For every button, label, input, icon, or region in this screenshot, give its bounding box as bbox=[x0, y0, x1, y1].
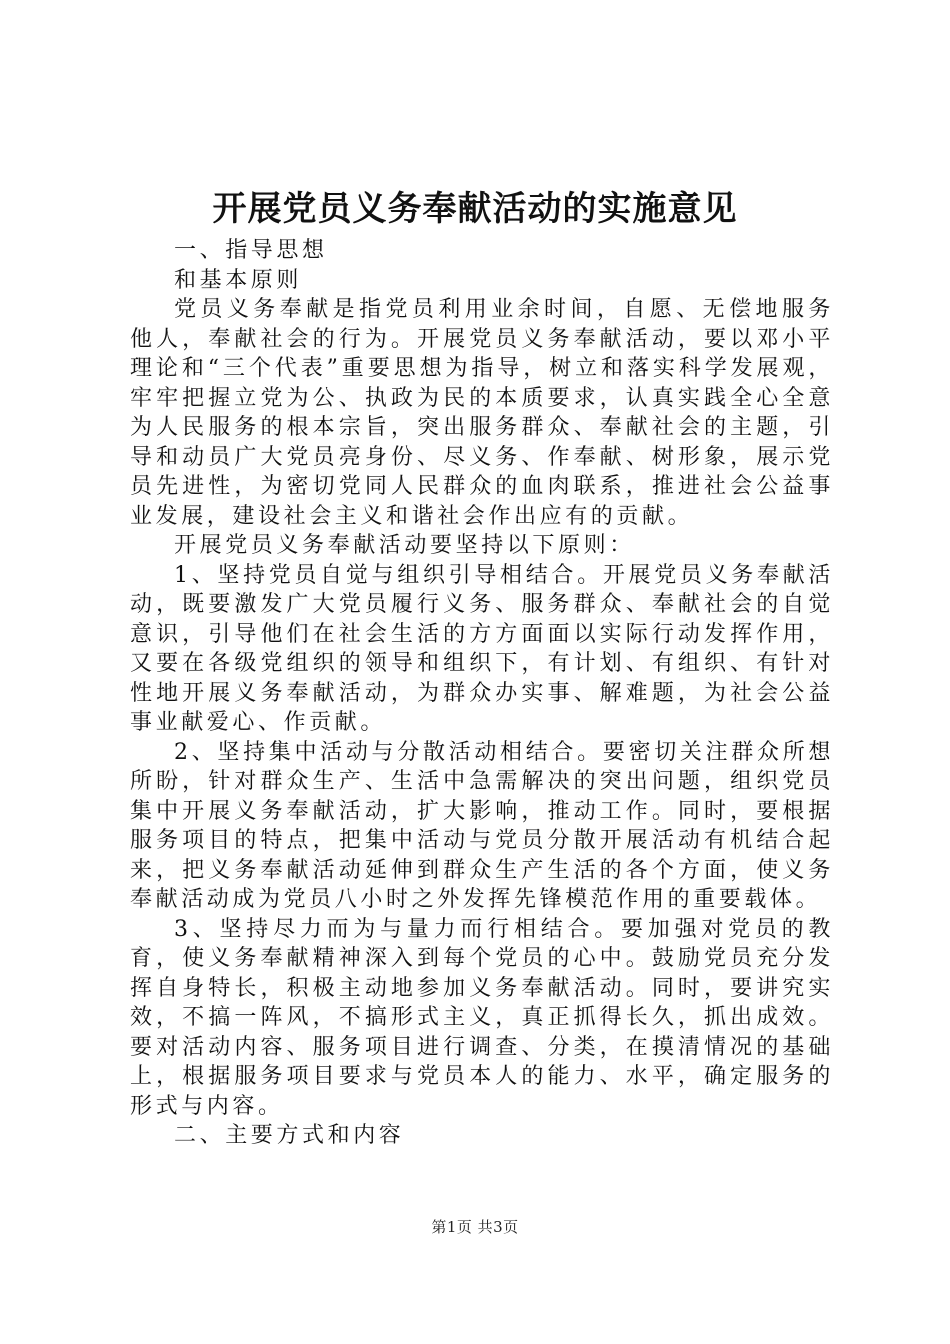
paragraph-principle-3: 3、坚持尽力而为与量力而行相结合。要加强对党员的教育，使义务奉献精神深入到每个党员的心中。鼓励党员充分发挥自身特长，积极主动地参加义务奉献活动。同时，要讲究实效，不搞一阵风，不搞形式主义，真正抓得长久，抓出成效。要对活动内容、服务项目进行调查、分类，在摸清情况的基础上，根据服务项目要求与党员本人的能力、水平，确定服务的形式与内容。 bbox=[130, 916, 834, 1119]
page-number-footer: 第1页 共3页 bbox=[431, 1218, 519, 1236]
paragraph-definition: 党员义务奉献是指党员利用业余时间，自愿、无偿地服务他人，奉献社会的行为。开展党员义务奉献活动，要以邓小平理论和“三个代表”重要思想为指导，树立和落实科学发展观，牢牢把握立党为公、执政为民的本质要求，认真实践全心全意为人民服务的根本宗旨，突出服务群众、奉献社会的主题，引导和动员广大党员亮身份、尽义务、作奉献、树形象，展示党员先进性，为密切党同人民群众的血肉联系，推进社会公益事业发展，建设社会主义和谐社会作出应有的贡献。 bbox=[130, 297, 834, 529]
section-heading-basic-principles: 和基本原则 bbox=[174, 267, 303, 293]
document-body bbox=[130, 236, 834, 1151]
section-heading-main-methods: 二、主要方式和内容 bbox=[174, 1123, 405, 1148]
paragraph-principle-1: 1、坚持党员自觉与组织引导相结合。开展党员义务奉献活动，既要激发广大党员履行义务、服务群众、奉献社会的自觉意识，引导他们在社会生活的方方面面以实际行动发挥作用，又要在各级党组织的领导和组织下，有计划、有组织、有针对性地开展义务奉献活动，为群众办实事、解难题，为社会公益事业献爱心、作贡献。 bbox=[130, 562, 834, 735]
document-title: 开展党员义务奉献活动的实施意见 bbox=[212, 189, 738, 229]
section-heading-guiding-thought: 一、指导思想 bbox=[174, 238, 328, 263]
paragraph-principle-2: 2、坚持集中活动与分散活动相结合。要密切关注群众所想所盼，针对群众生产、生活中急需解决的突出问题，组织党员集中开展义务奉献活动，扩大影响，推动工作。同时，要根据服务项目的特点，把集中活动与党员分散开展活动有机结合起来，把义务奉献活动延伸到群众生产生活的各个方面，使义务奉献活动成为党员八小时之外发挥先锋模范作用的重要载体。 bbox=[130, 739, 834, 912]
paragraph-principles-intro: 开展党员义务奉献活动要坚持以下原则： bbox=[174, 533, 635, 558]
